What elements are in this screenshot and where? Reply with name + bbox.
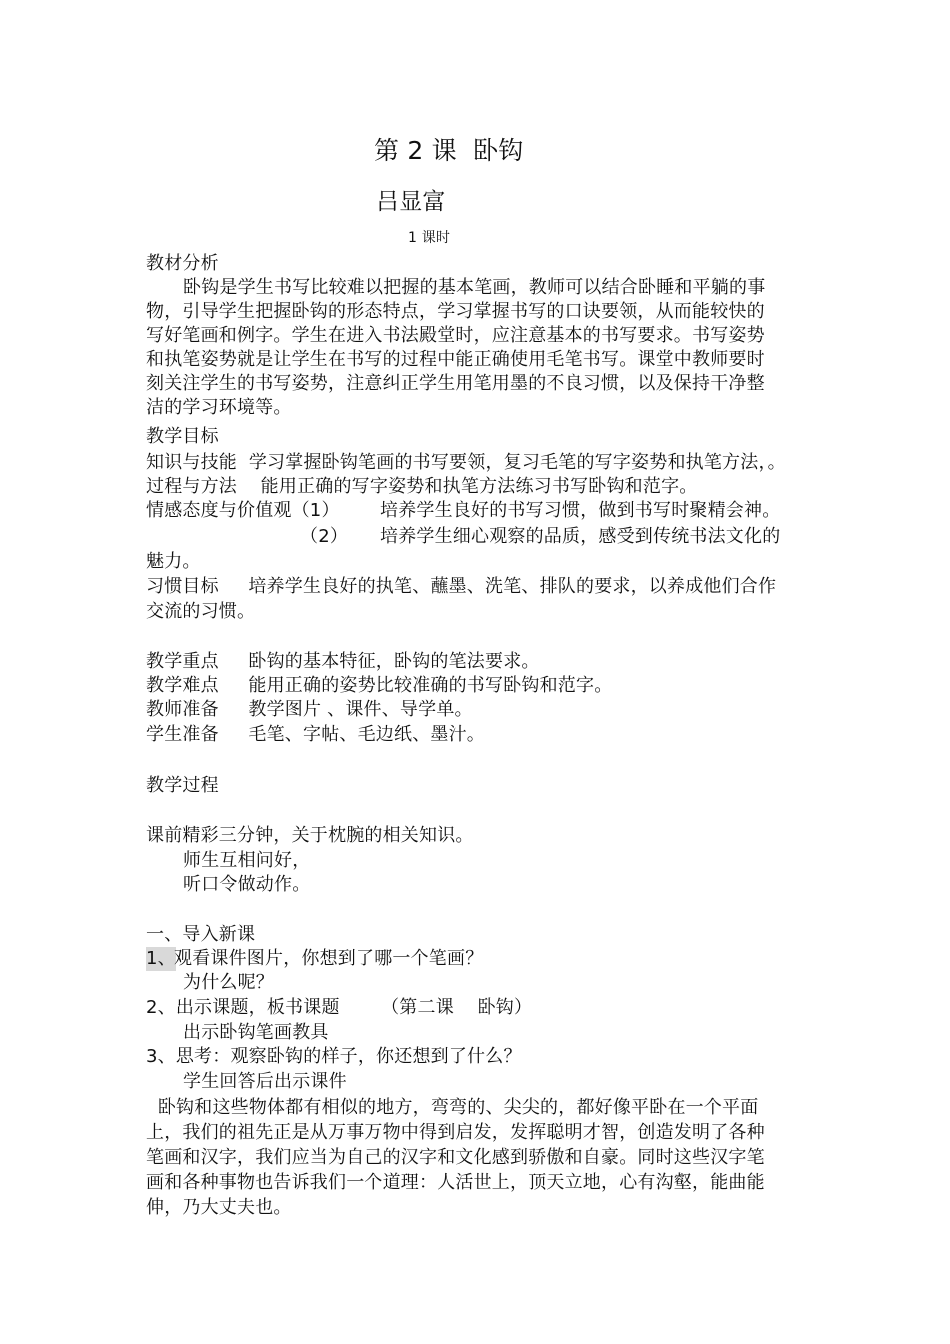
- analysis-line: 卧钩是学生书写比较难以把握的基本笔画，教师可以结合卧睡和平躺的事: [183, 277, 766, 298]
- warmup-step: 师生互相问好，: [183, 850, 311, 871]
- warmup-step: 听口令做动作。: [183, 874, 311, 895]
- paragraph-line: 笔画和汉字，我们应当为自己的汉字和文化感到骄傲和自豪。同时这些汉字笔: [146, 1147, 765, 1168]
- teacher-prep: 教师准备 教学图片 、课件、导学单。: [146, 699, 473, 720]
- item2-sub: 出示卧钩笔画教具: [183, 1022, 329, 1043]
- goal-emotion-1: 培养学生良好的书写习惯，做到书写时聚精会神。: [380, 500, 781, 521]
- goal-habit: 习惯目标 培养学生良好的执笔、蘸墨、洗笔、排队的要求，以养成他们合作: [146, 576, 777, 597]
- goal-knowledge: 知识与技能 学习掌握卧钩笔画的书写要领，复习毛笔的写字姿势和执笔方法，。: [146, 452, 786, 473]
- paragraph-line: 伸，乃大丈夫也。: [146, 1197, 292, 1218]
- lesson-title: 第 2 课 卧钩: [374, 136, 524, 165]
- paragraph-line: 上，我们的祖先正是从万事万物中得到启发，发挥聪明才智，创造发明了各种: [146, 1122, 765, 1143]
- analysis-line: 写好笔画和例字。学生在进入书法殿堂时，应注意基本的书写要求。书写姿势: [146, 325, 765, 346]
- author-name: 吕显富: [376, 189, 446, 215]
- goal-emotion-2-cont: 魅力。: [146, 551, 201, 572]
- goal-emotion-2: 培养学生细心观察的品质，感受到传统书法文化的: [380, 526, 781, 547]
- student-prep: 学生准备 毛笔、字帖、毛边纸、墨汁。: [146, 724, 486, 745]
- item3-text: 3、思考：观察卧钩的样子，你还想到了什么？: [146, 1046, 522, 1067]
- item1-sub: 为什么呢？: [183, 972, 274, 993]
- item1-number: 1、: [146, 948, 176, 969]
- goal-emotion-2-number: （2）: [300, 526, 349, 547]
- analysis-line: 和执笔姿势就是让学生在书写的过程中能正确使用毛笔书写。课堂中教师要时: [146, 349, 765, 370]
- part1-heading: 一、导入新课: [146, 924, 256, 945]
- lesson-duration: 1 课时: [408, 230, 451, 246]
- process-heading: 教学过程: [146, 775, 219, 796]
- analysis-line: 刻关注学生的书写姿势，注意纠正学生用笔用墨的不良习惯，以及保持干净整: [146, 373, 765, 394]
- item1-text: 观看课件图片，你想到了哪一个笔画？: [174, 948, 484, 969]
- item2-text: 2、出示课题，板书课题 （第二课 卧钩）: [146, 997, 533, 1018]
- warmup-line: 课前精彩三分钟，关于枕腕的相关知识。: [146, 825, 474, 846]
- paragraph-line: 卧钩和这些物体都有相似的地方，弯弯的、尖尖的，都好像平卧在一个平面: [146, 1097, 759, 1118]
- paragraph-line: 画和各种事物也告诉我们一个道理：人活世上，顶天立地，心有沟壑，能曲能: [146, 1172, 765, 1193]
- difficulty: 教学难点 能用正确的姿势比较准确的书写卧钩和范字。: [146, 675, 613, 696]
- analysis-line: 物，引导学生把握卧钩的形态特点，学习掌握书写的口诀要领，从而能较快的: [146, 301, 765, 322]
- item3-sub: 学生回答后出示课件: [183, 1071, 347, 1092]
- goal-habit-cont: 交流的习惯。: [146, 601, 256, 622]
- goal-process: 过程与方法 能用正确的写字姿势和执笔方法练习书写卧钩和范字。: [146, 476, 698, 497]
- key-point: 教学重点 卧钩的基本特征，卧钩的笔法要求。: [146, 651, 540, 672]
- goal-emotion-label: 情感态度与价值观（1）: [146, 500, 340, 521]
- analysis-line: 洁的学习环境等。: [146, 397, 292, 418]
- goals-heading: 教学目标: [146, 426, 219, 447]
- analysis-heading: 教材分析: [146, 253, 219, 274]
